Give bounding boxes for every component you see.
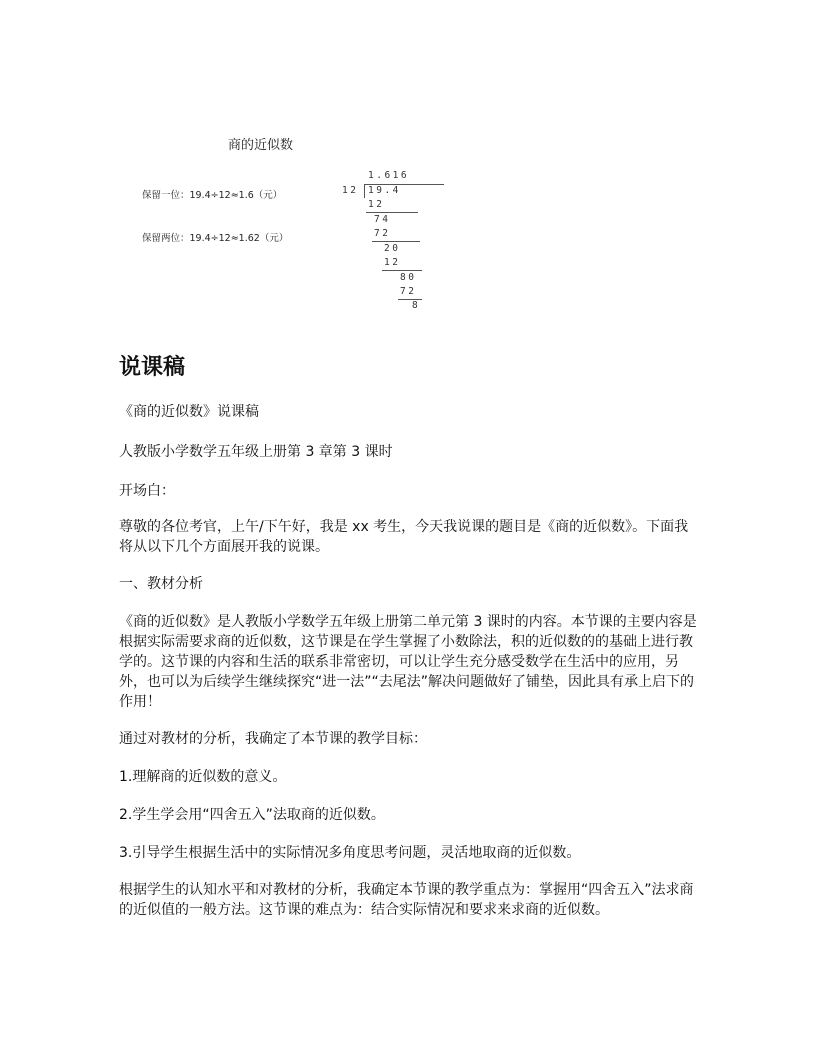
figure-line-two-decimals: 保留两位：19.4÷12≈1.62（元） — [142, 233, 289, 244]
paragraph-section-one: 一、教材分析 — [119, 576, 203, 592]
paragraph-goals-intro: 通过对教材的分析，我确定了本节课的教学目标： — [119, 731, 427, 747]
division-dividend: 19.4 — [368, 185, 401, 196]
division-step: 72 — [374, 228, 391, 239]
division-step: 12 — [368, 199, 385, 210]
figure-quotient-approximation — [120, 120, 450, 320]
figure-line-one-decimal: 保留一位：19.4÷12≈1.6（元） — [142, 190, 283, 201]
figure-title: 商的近似数 — [228, 138, 294, 153]
paragraph-opening-label: 开场白： — [119, 483, 175, 499]
paragraph-course-info: 人教版小学数学五年级上册第 3 章第 3 课时 — [119, 444, 393, 460]
division-rule — [372, 241, 420, 242]
paragraph-opening: 尊敬的各位考官，上午/下午好，我是 xx 考生，今天我说课的题目是《商的近似数》。下面我将从以下几个方面展开我的说课。 — [119, 519, 689, 555]
long-division — [338, 168, 448, 313]
division-bracket — [364, 184, 365, 198]
division-step: 80 — [400, 272, 417, 283]
division-divisor: 12 — [342, 185, 359, 196]
division-step: 72 — [400, 286, 417, 297]
paragraph-goal-3: 3.引导学生根据生活中的实际情况多角度思考问题，灵活地取商的近似数。 — [119, 845, 581, 861]
division-step: 12 — [384, 257, 401, 268]
division-step: 20 — [384, 243, 401, 254]
division-rule — [366, 212, 418, 213]
paragraph-title: 《商的近似数》说课稿 — [119, 404, 259, 420]
paragraph-goal-2: 2.学生学会用“四舍五入”法取商的近似数。 — [119, 807, 385, 823]
division-rule — [382, 270, 422, 271]
document-heading: 说课稿 — [119, 355, 186, 380]
division-quotient: 1.616 — [368, 170, 410, 181]
division-step: 74 — [374, 214, 391, 225]
paragraph-key-points: 根据学生的认知水平和对教材的分析，我确定本节课的教学重点为：掌握用“四舍五入”法求商的近似值的一般方法。这节课的难点为：结合实际情况和要求来求商的近似数。 — [119, 882, 694, 918]
paragraph-textbook-analysis: 《商的近似数》是人教版小学数学五年级上册第二单元第 3 课时的内容。本节课的主要内容是根据实际需要求商的近似数，这节课是在学生掌握了小数除法，积的近似数的的基础上进行教学的。这节课的内容和生活的联系非常密切，可以让学生充分感受数学在生活中的应用，另外，也可以为后续学生继续探究“进一法”“去尾法”解决问题做好了铺垫，因此具有承上启下的作用！ — [119, 614, 697, 710]
division-step: 8 — [412, 300, 421, 311]
paragraph-goal-1: 1.理解商的近似数的意义。 — [119, 769, 287, 785]
